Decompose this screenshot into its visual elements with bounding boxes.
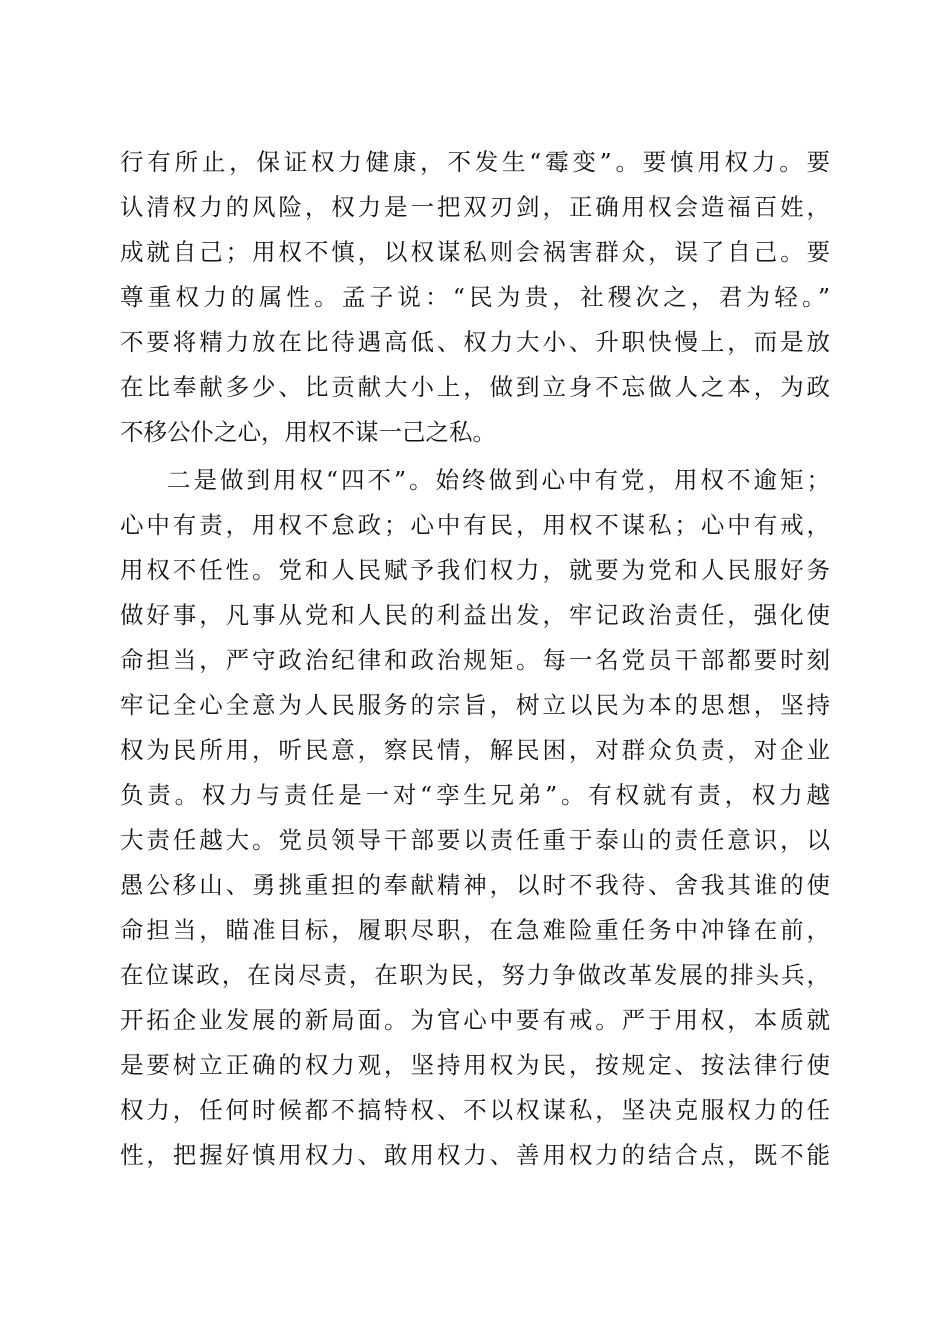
text-line: 行有所止，保证权力健康，不发生“霉变”。要慎用权力。要 [120,148,830,176]
text-line: 心中有责，用权不怠政；心中有民，用权不谋私；心中有戒， [120,511,830,539]
paragraph-1 [120,140,830,455]
text-line: 是要树立正确的权力观，坚持用权为民，按规定、按法律行使 [120,1051,830,1079]
text-line: 愚公移山、勇挑重担的奉献精神，以时不我待、舍我其谁的使 [120,871,830,899]
document-body [120,140,830,1178]
text-line: 成就自己；用权不慎，以权谋私则会祸害群众，误了自己。要 [120,238,830,266]
text-line: 不要将精力放在比待遇高低、权力大小、升职快慢上，而是放 [120,328,830,356]
text-line: 负责。权力与责任是一对“孪生兄弟”。有权就有责，权力越 [120,781,830,809]
text-line: 牢记全心全意为人民服务的宗旨，树立以民为本的思想，坚持 [120,691,830,719]
text-line: 做好事，凡事从党和人民的利益出发，牢记政治责任，强化使 [120,601,830,629]
text-line: 用权不任性。党和人民赋予我们权力，就要为党和人民服好务 [120,556,830,584]
text-line: 认清权力的风险，权力是一把双刃剑，正确用权会造福百姓， [120,193,830,221]
text-line: 在位谋政，在岗尽责，在职为民，努力争做改革发展的排头兵， [120,961,830,989]
text-line: 性，把握好慎用权力、敢用权力、善用权力的结合点，既不能 [120,1141,830,1169]
text-line: 开拓企业发展的新局面。为官心中要有戒。严于用权，本质就 [120,1006,830,1034]
text-line: 尊重权力的属性。孟子说：“民为贵，社稷次之，君为轻。” [120,283,830,311]
text-line: 大责任越大。党员领导干部要以责任重于泰山的责任意识，以 [120,826,830,854]
text-line: 权为民所用，听民意，察民情，解民困，对群众负责，对企业 [120,736,830,764]
paragraph-2 [120,458,830,1178]
text-line: 不移公仆之心，用权不谋一己之私。 [120,418,496,446]
text-line: 命担当，瞄准目标，履职尽职，在急难险重任务中冲锋在前， [120,916,830,944]
text-line: 二是做到用权“四不”。始终做到心中有党，用权不逾矩； [167,466,830,494]
text-line: 在比奉献多少、比贡献大小上，做到立身不忘做人之本，为政 [120,373,830,401]
text-line: 权力，任何时候都不搞特权、不以权谋私，坚决克服权力的任 [120,1096,830,1124]
text-line: 命担当，严守政治纪律和政治规矩。每一名党员干部都要时刻 [120,646,830,674]
